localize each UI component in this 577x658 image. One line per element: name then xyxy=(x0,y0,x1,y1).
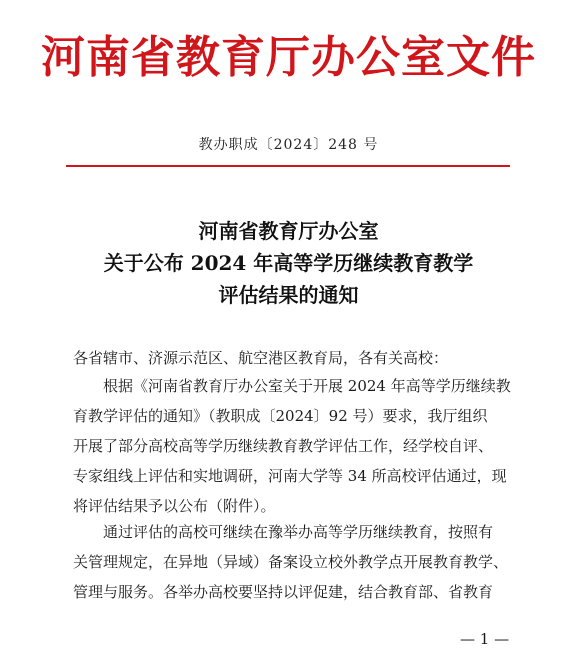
paragraph-2-line: 通过评估的高校可继续在豫举办高等学历继续教育，按照有 xyxy=(103,523,494,541)
paragraph-1-line: 开展了部分高校高等学历继续教育教学评估工作，经学校自评、 xyxy=(73,437,494,455)
notice-title-line-2: 关于公布 2024 年高等学历继续教育教学 xyxy=(103,251,474,275)
paragraph-1-line: 专家组线上评估和实地调研，河南大学等 34 所高校评估通过，现 xyxy=(73,467,507,485)
paragraph-1-line: 根据《河南省教育厅办公室关于开展 2024 年高等学历继续教 xyxy=(103,377,511,395)
paragraph-1-line: 将评估结果予以公布（附件）。 xyxy=(73,497,276,515)
notice-title-line-3: 评估结果的通知 xyxy=(218,283,359,307)
page-number: — 1 — xyxy=(460,630,510,648)
red-divider-line xyxy=(66,165,510,167)
document-number: 教办职成〔2024〕248 号 xyxy=(198,137,379,153)
paragraph-2-line: 管理与服务。各举办高校要坚持以评促建，结合教育部、省教育 xyxy=(73,583,494,601)
notice-title-line-1: 河南省教育厅办公室 xyxy=(198,219,379,243)
paragraph-1-line: 育教学评估的通知》（教职成〔2024〕92 号）要求，我厅组织 xyxy=(73,407,488,425)
body-paragraph-2 xyxy=(73,517,513,607)
paragraph-2-line: 关管理规定，在异地（异域）备案设立校外教学点开展教育教学、 xyxy=(73,553,509,571)
document-header-title: 河南省教育厅办公室文件 xyxy=(41,32,536,83)
addressee-line: 各省辖市、济源示范区、航空港区教育局，各有关高校： xyxy=(73,349,449,367)
body-paragraph-1 xyxy=(73,371,513,521)
notice-title xyxy=(0,215,577,311)
